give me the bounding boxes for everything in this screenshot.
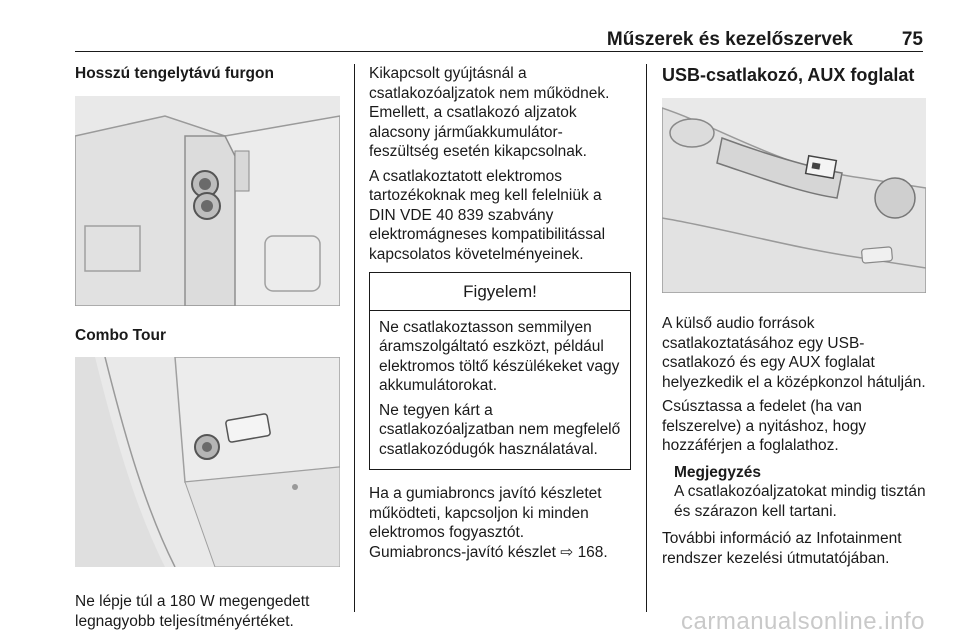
header-rule [75, 51, 923, 52]
tyre-kit-ref-page[interactable]: 168. [577, 543, 608, 561]
warning-text-1: Ne csatlakoztasson semmilyen áramszolgáltató eszközt, például elektromos töltő készülékeket vagy akkumulátorokat. [379, 318, 620, 394]
note-title: Megjegyzés [674, 463, 762, 481]
warning-box [369, 272, 631, 470]
heading-combo-tour: Combo Tour [75, 326, 166, 344]
watermark: carmanualsonline.info [681, 608, 925, 635]
warning-title: Figyelem! [370, 273, 630, 311]
socket-illustration-combo [75, 357, 340, 567]
column-divider-1 [354, 64, 355, 612]
page-header [75, 24, 923, 52]
combo-socket-drawing [75, 357, 340, 567]
usb-location-text: A külső audio források csatlakoztatásához egy USB-csatlakozó és egy AUX foglalat helyezkedik el a középkonzol hátulján. [662, 315, 926, 391]
column-divider-2 [646, 64, 647, 612]
tyre-kit-text: Ha a gumiabroncs javító készletet működteti, kapcsoljon ki minden elektromos fogyasztót. [369, 485, 602, 541]
note-text: A csatlakozóaljzatokat mindig tisztán és szárazon kell tartani. [674, 483, 926, 520]
warning-body [370, 311, 630, 470]
power-limit-text: Ne lépje túl a 180 W megengedett legnagyobb teljesítményértéket. [75, 593, 310, 630]
page-number: 75 [901, 29, 923, 50]
column-3 [662, 64, 928, 568]
console-usb-drawing [662, 98, 926, 293]
ignition-off-text: Kikapcsolt gyújtásnál a csatlakozóaljzatok nem működnek. Emellett, a csatlakozó aljzatok alacsony járműakkumulátor-feszültség esetén kikapcsolnak. [369, 65, 610, 160]
usb-aux-illustration [662, 98, 926, 293]
tyre-kit-reference [369, 543, 631, 563]
column-1 [75, 64, 340, 631]
note-box [662, 463, 928, 522]
heading-long-wheelbase: Hosszú tengelytávú furgon [75, 65, 274, 82]
warning-text-2: Ne tegyen kárt a csatlakozóaljzatban nem megfelelő csatlakozódugók használatával. [379, 401, 621, 458]
slide-cover-text: Csúsztassa a fedelet (ha van felszerelve) a nyitáshoz, hogy hozzáférjen a foglalathoz. [662, 398, 867, 454]
column-2 [369, 64, 631, 562]
van-socket-drawing [75, 96, 340, 306]
din-standard-text: A csatlakoztatott elektromos tartozékoknak meg kell felelniük a DIN VDE 40 839 szabvány elektromágneses kompatibilitással kapcsolatos követelményeinek. [369, 167, 606, 263]
page-ref-arrow-icon: ⇨ [560, 543, 574, 561]
section-title: Műszerek és kezelőszervek [606, 29, 853, 50]
infotainment-text: További információ az Infotainment rendszer kezelési útmutatójában. [662, 530, 902, 567]
socket-illustration-van [75, 96, 340, 306]
tyre-kit-ref-label: Gumiabroncs-javító készlet [369, 543, 561, 561]
heading-usb-aux: USB-csatlakozó, AUX foglalat [662, 65, 915, 85]
